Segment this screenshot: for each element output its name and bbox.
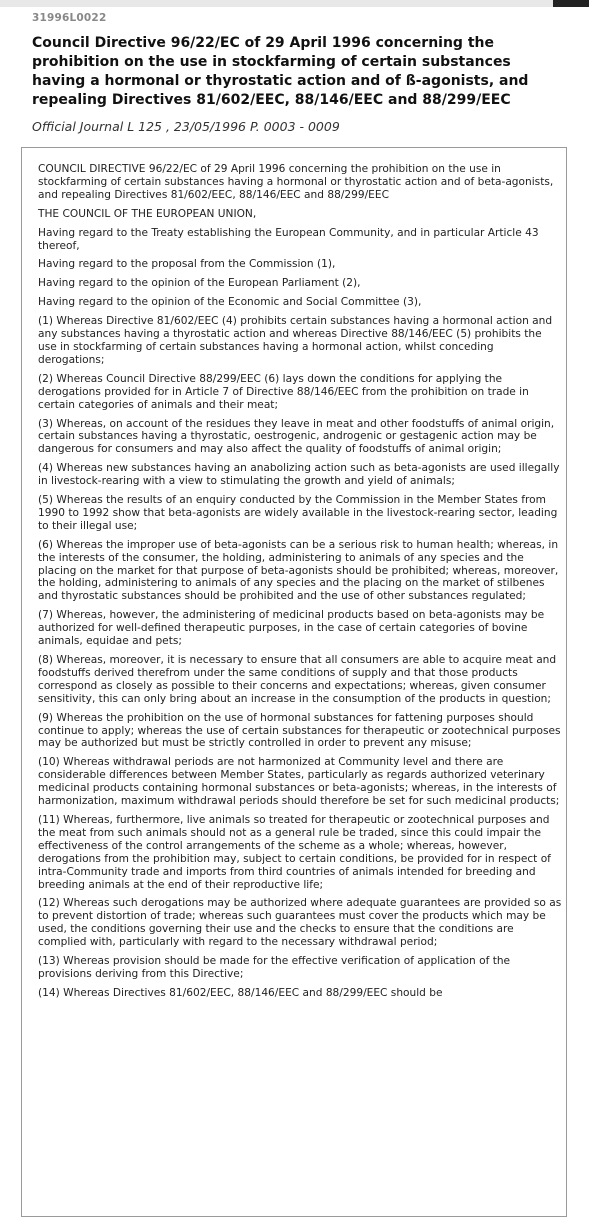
document-title: Council Directive 96/22/EC of 29 April 1996 concerning the prohibition on the use in stockfarming of certain substances having a hormonal or thyrostatic action and of ß-agonists, and repealing Directives 81/602/EEC, 88/146/EEC and 88/299/EEC xyxy=(32,35,529,108)
recital-2: (2) Whereas Council Directive 88/299/EEC (6) lays down the conditions for applying the derogations provided for in Article 7 of Directive 88/146/EEC from the prohibition on trade in certain categories of animals and their meat; xyxy=(38,372,529,411)
recital-14: (14) Whereas Directives 81/602/EEC, 88/146/EEC and 88/299/EEC should be xyxy=(38,986,443,999)
recital-12: (12) Whereas such derogations may be authorized where adequate guarantees are provided so as to prevent distortion of trade; whereas such guarantees must cover the products which may be used, the conditions governing their use and the checks to ensure that the conditions are complied with, particularly with regard to the necessary withdrawal period; xyxy=(38,897,562,949)
paragraph-council: THE COUNCIL OF THE EUROPEAN UNION, xyxy=(38,207,257,220)
recital-1: (1) Whereas Directive 81/602/EEC (4) prohibits certain substances having a hormonal action and any substances having a thyrostatic action and whereas Directive 88/146/EEC (5) prohibits the use in stockfarming of certain substances having a hormonal action, whilst conceding derogations; xyxy=(38,315,553,366)
paragraph-regard-commission: Having regard to the proposal from the Commission (1), xyxy=(38,258,336,271)
document-body xyxy=(38,163,563,1006)
top-bar-dark-segment xyxy=(553,0,589,7)
top-bar xyxy=(0,0,589,7)
recital-9: (9) Whereas the prohibition on the use of hormonal substances for fattening purposes should continue to apply; whereas the use of certain substances for therapeutic or zootechnical purposes may be authorized but must be strictly controlled in order to prevent any misuse; xyxy=(38,711,561,750)
recital-10: (10) Whereas withdrawal periods are not harmonized at Community level and there are considerable differences between Member States, particularly as regards authorized veterinary medicinal products containing hormonal substances or beta-agonists; whereas, in the interests of harmonization, maximum withdrawal periods should therefore be set for such medicinal products; xyxy=(38,756,560,808)
document-text-box xyxy=(21,147,567,1217)
recital-3: (3) Whereas, on account of the residues they leave in meat and other foodstuffs of animal origin, certain substances having a thyrostatic, oestrogenic, androgenic or gestagenic action may be dangerous for consumers and may also affect the quality of foodstuffs of animal origin; xyxy=(38,417,555,456)
paragraph-regard-treaty: Having regard to the Treaty establishing the European Community, and in particular Article 43 thereof, xyxy=(38,226,539,252)
recital-13: (13) Whereas provision should be made for the effective verification of application of the provisions deriving from this Directive; xyxy=(38,955,511,980)
paragraph-title: COUNCIL DIRECTIVE 96/22/EC of 29 April 1996 concerning the prohibition on the use in stockfarming of certain substances having a hormonal or thyrostatic action and of beta-agonists, and repealing Directives 81/602/EEC, 88/146/EEC and 88/299/EEC xyxy=(38,163,554,201)
official-journal-reference: Official Journal L 125 , 23/05/1996 P. 0003 - 0009 xyxy=(32,119,340,134)
paragraph-regard-committee: Having regard to the opinion of the Economic and Social Committee (3), xyxy=(38,296,422,309)
recital-4: (4) Whereas new substances having an anabolizing action such as beta-agonists are used illegally in livestock-rearing with a view to stimulating the growth and yield of animals; xyxy=(38,462,560,488)
recital-11: (11) Whereas, furthermore, live animals so treated for therapeutic or zootechnical purposes and the meat from such animals should not as a general rule be traded, since this could impair the effectiveness of the control arrangements of the scheme as a whole; whereas, however, derogations from the prohibition may, subject to certain conditions, be provided for in respect of intra-Community trade and imports from third countries of animals intended for breeding and breeding animals at the end of their reproductive life; xyxy=(38,813,551,891)
celex-number: 31996L0022 xyxy=(32,12,107,24)
recital-7: (7) Whereas, however, the administering of medicinal products based on beta-agonists may be authorized for well-defined therapeutic purposes, in the case of certain categories of bovine animals, equidae and pets; xyxy=(38,609,545,648)
paragraph-regard-parliament: Having regard to the opinion of the European Parliament (2), xyxy=(38,277,361,290)
recital-5: (5) Whereas the results of an enquiry conducted by the Commission in the Member States from 1990 to 1992 show that beta-agonists are widely available in the livestock-rearing sector, leading to their illegal use; xyxy=(38,494,558,532)
recital-6: (6) Whereas the improper use of beta-agonists can be a serious risk to human health; whereas, in the interests of the consumer, the holding, administering to animals of any species and the placing on the market for that purpose of beta-agonists should be prohibited; whereas, moreover, the holding, administering to animals of any species and the placing on the market of stilbenes and thyrostatic substances should be prohibited and the use of other substances regulated; xyxy=(38,538,559,603)
recital-8: (8) Whereas, moreover, it is necessary to ensure that all consumers are able to acquire meat and foodstuffs derived therefrom under the same conditions of supply and that those products correspond as closely as possible to their concerns and expectations; whereas, given consumer sensitivity, this can only bring about an increase in the consumption of the products in question; xyxy=(38,654,557,705)
